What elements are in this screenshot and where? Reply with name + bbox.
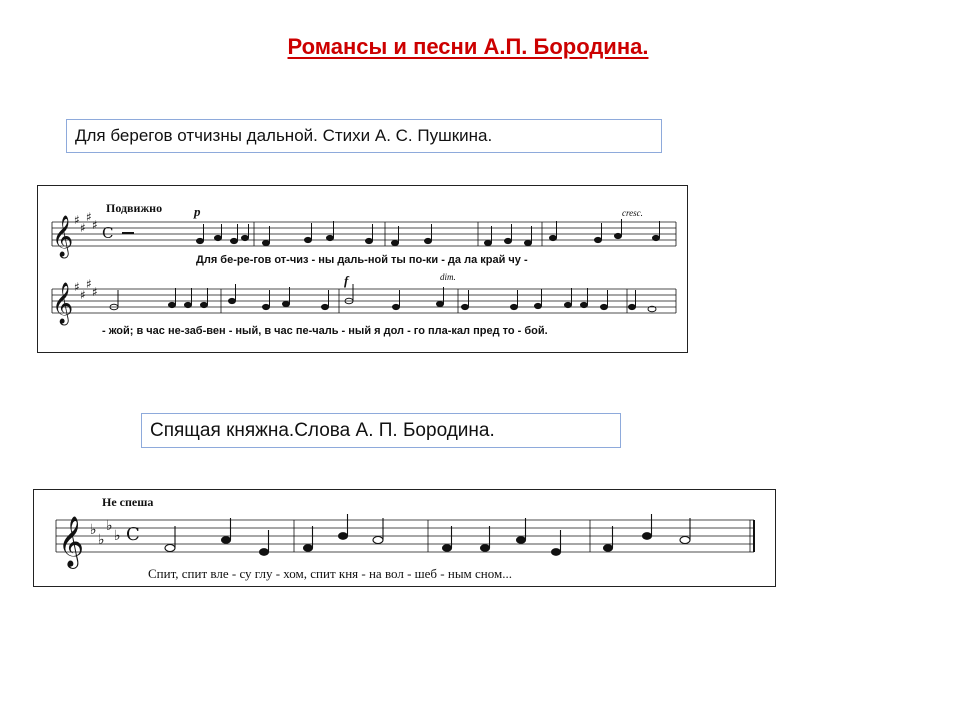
piece1-lyrics-2: - жой; в час не-заб-вен - ный, в час пе-чаль - ный я дол - го пла-кал пред то - бой. bbox=[102, 325, 548, 337]
svg-text:♯: ♯ bbox=[86, 210, 92, 224]
piece1-staff-2 bbox=[52, 289, 676, 313]
treble-clef-icon: 𝄞 bbox=[52, 216, 74, 257]
svg-text:♭: ♭ bbox=[90, 522, 97, 538]
svg-text:♭: ♭ bbox=[106, 518, 113, 534]
common-time-icon: C bbox=[102, 224, 114, 242]
piece1-notes-1 bbox=[197, 219, 660, 246]
svg-text:♭: ♭ bbox=[114, 528, 121, 544]
piece2-score bbox=[33, 489, 776, 587]
svg-text:♯: ♯ bbox=[74, 213, 80, 227]
piece1-dynamic-f: f bbox=[344, 273, 349, 288]
key-signature-sharps bbox=[74, 277, 98, 302]
piece1-dynamic-cresc: cresc. bbox=[622, 208, 643, 218]
svg-text:♯: ♯ bbox=[92, 218, 98, 232]
piece2-lyrics: Спит, спит вле - су глу - хом, спит кня - на вол - шеб - ным сном... bbox=[148, 566, 512, 581]
svg-text:♯: ♯ bbox=[80, 221, 86, 235]
svg-text:♯: ♯ bbox=[86, 277, 92, 291]
svg-text:♯: ♯ bbox=[92, 285, 98, 299]
key-signature-flats bbox=[90, 518, 121, 548]
piece2-score-svg bbox=[34, 490, 775, 586]
common-time-icon: C bbox=[126, 524, 140, 545]
piece2-caption-text: Спящая княжна.Слова А. П. Бородина. bbox=[150, 419, 495, 441]
piece2-tempo: Не спеша bbox=[102, 495, 154, 509]
piece1-lyrics-1: Для бе-ре-гов от-чиз - ны даль-ной ты по-ки - да ла край чу - bbox=[196, 254, 528, 266]
piece1-dynamic-dim: dim. bbox=[440, 272, 456, 282]
key-signature-sharps bbox=[74, 210, 98, 235]
piece2-caption bbox=[141, 413, 621, 448]
svg-text:♯: ♯ bbox=[74, 280, 80, 294]
treble-clef-icon: 𝄞 bbox=[52, 283, 74, 324]
treble-clef-icon: 𝄞 bbox=[58, 516, 85, 567]
piece1-score bbox=[37, 185, 688, 353]
piece1-dynamic-p: p bbox=[194, 204, 201, 219]
svg-text:♭: ♭ bbox=[98, 532, 105, 548]
svg-text:♯: ♯ bbox=[80, 288, 86, 302]
piece1-caption bbox=[66, 119, 662, 153]
piece1-staff-1 bbox=[52, 222, 676, 246]
piece1-notes-2 bbox=[110, 284, 656, 312]
piece1-caption-text: Для берегов отчизны дальной. Стихи А. С. Пушкина. bbox=[75, 126, 493, 145]
piece1-tempo: Подвижно bbox=[106, 201, 163, 215]
piece1-score-svg bbox=[38, 186, 687, 352]
slide-title: Романсы и песни А.П. Бородина. bbox=[287, 34, 649, 59]
